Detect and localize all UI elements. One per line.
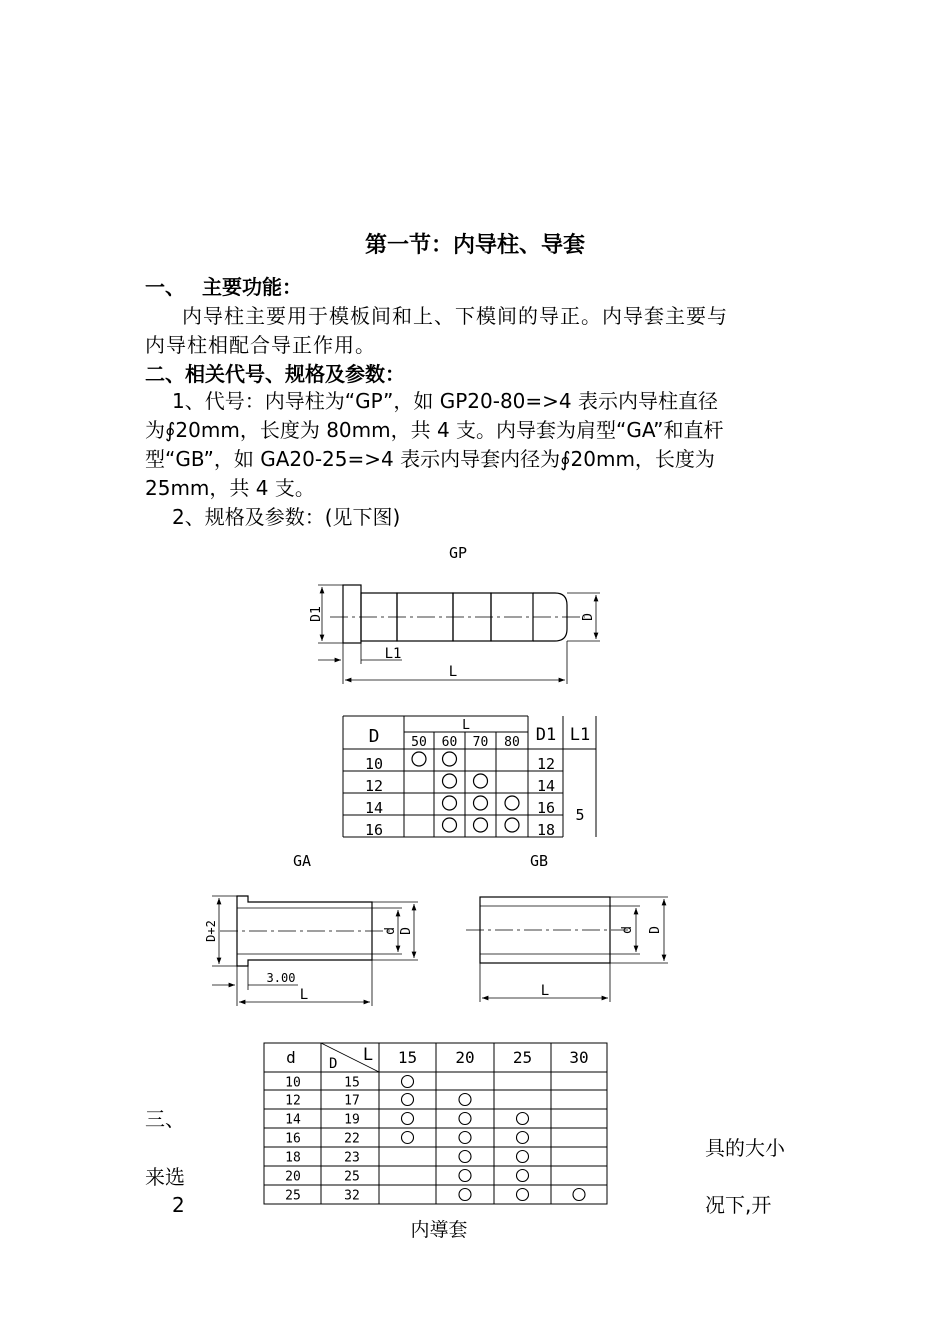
gp-table-col-d1: D1 [535, 725, 557, 745]
bush-table-length-header: 25 [512, 1048, 533, 1067]
bush-table-d-value: 25 [285, 1188, 301, 1204]
ga-dim-d-plus-2: D+2 [204, 920, 218, 942]
bush-table-d-value: 18 [285, 1150, 301, 1166]
section-2-heading: 二、相关代号、规格及参数： [145, 362, 405, 386]
bush-table-col-d: d [286, 1048, 296, 1067]
ga-bushing-drawing [212, 896, 418, 1006]
bush-table-big-d-value: 15 [344, 1075, 360, 1091]
bush-table-big-d-value: 17 [344, 1093, 360, 1109]
function-line-1: 内导柱主要用于模板间和上、下模间的导正。内导套主要与 [182, 304, 728, 328]
bush-table-big-d-value: 19 [344, 1112, 360, 1128]
code-line-1: 1、代号：内导柱为“GP”，如 GP20-80=>4 表示内导柱直径 [172, 389, 719, 413]
gp-table-available-mark [443, 796, 457, 810]
ga-dim-l: L [299, 987, 309, 1003]
spec-line: 2、规格及参数：(见下图) [172, 505, 401, 529]
gp-table-col-d: D [368, 726, 380, 747]
gp-table-d-value: 16 [364, 821, 384, 839]
text-fragment-left-2: 来选 [145, 1165, 185, 1189]
ga-dim-small-d: d [383, 927, 398, 935]
bush-table-length-header: 15 [397, 1048, 418, 1067]
gp-label: GP [448, 544, 468, 562]
gp-dim-d1: D1 [309, 606, 324, 622]
gp-head [343, 585, 361, 643]
gp-table-available-mark [443, 774, 457, 788]
bushing-table-caption: 内導套 [410, 1219, 468, 1241]
gp-table-available-mark [474, 796, 488, 810]
section-3-number: 三、 [145, 1107, 185, 1131]
bush-table-d-value: 20 [285, 1169, 301, 1185]
gp-table-length-header: 70 [472, 735, 489, 750]
gp-table-available-mark [443, 818, 457, 832]
section-1-heading: 主要功能： [202, 275, 302, 299]
bushing-spec-table [264, 1043, 607, 1204]
text-fragment-right-2: 况下,开 [705, 1193, 772, 1217]
page-title: 第一节：内导柱、导套 [364, 233, 585, 258]
bush-table-big-d-value: 25 [344, 1169, 360, 1185]
code-line-2: 为∮20mm，长度为 80mm，共 4 支。内导套为肩型“GA”和直杆 [145, 418, 724, 442]
section-1-number: 一、 [145, 275, 185, 299]
gp-table-available-mark [443, 752, 457, 766]
gb-dim-small-d: d [620, 926, 635, 934]
gp-table-l1-value: 5 [575, 806, 585, 824]
gp-table-d1-value: 14 [536, 777, 556, 795]
gp-dim-d: D [581, 613, 596, 621]
ga-dim-big-d: D [399, 927, 414, 935]
gp-table-cells [365, 735, 555, 839]
gp-table-available-mark [505, 818, 519, 832]
function-line-2: 内导柱相配合导正作用。 [145, 333, 376, 357]
bush-table-col-big-d: D [329, 1056, 338, 1072]
gp-table-available-mark [474, 818, 488, 832]
gp-table-available-mark [474, 774, 488, 788]
gp-table-d1-value: 18 [536, 821, 556, 839]
bush-table-d-value: 12 [285, 1093, 301, 1109]
gb-label: GB [529, 852, 549, 870]
gb-dim-big-d: D [648, 926, 663, 934]
gp-table-d-value: 10 [364, 755, 384, 773]
text-fragment-right-1: 具的大小 [705, 1136, 785, 1160]
gb-dim-l: L [540, 983, 550, 999]
bush-table-big-d-value: 23 [344, 1150, 360, 1166]
gp-table-available-mark [505, 796, 519, 810]
bush-table-length-header: 30 [569, 1048, 589, 1067]
gp-guide-pin-drawing [318, 585, 600, 684]
gp-table-d1-value: 16 [536, 799, 556, 817]
ga-dim-shoulder: 3.00 [266, 971, 296, 985]
bush-table-big-d-value: 22 [344, 1131, 360, 1147]
bush-table-d-value: 16 [285, 1131, 301, 1147]
gb-bushing-drawing [466, 897, 668, 1002]
gp-dim-l1: L1 [384, 646, 402, 662]
gp-table-col-l: L [462, 718, 470, 733]
gp-table-length-header: 80 [504, 735, 520, 750]
gp-table-d1-value: 12 [536, 755, 556, 773]
bush-table-col-l: L [362, 1045, 374, 1065]
gp-table-length-header: 60 [441, 735, 458, 750]
gp-table-d-value: 12 [364, 777, 384, 795]
gp-dim-l: L [448, 664, 458, 680]
gp-table-d-value: 14 [364, 799, 384, 817]
code-line-4: 25mm，共 4 支。 [145, 476, 315, 500]
bush-table-d-value: 10 [285, 1075, 301, 1091]
text-fragment-number-2: 2 [172, 1193, 185, 1217]
bush-table-d-value: 14 [285, 1112, 301, 1128]
gp-table-available-mark [412, 752, 426, 766]
bush-table-length-header: 20 [455, 1048, 475, 1067]
gp-table-length-header: 50 [411, 735, 427, 750]
bush-table-big-d-value: 32 [344, 1188, 360, 1204]
code-line-3: 型“GB”，如 GA20-25=>4 表示内导套内径为∮20mm，长度为 [145, 447, 715, 471]
gp-table-col-l1: L1 [569, 725, 591, 745]
ga-label: GA [292, 852, 312, 870]
